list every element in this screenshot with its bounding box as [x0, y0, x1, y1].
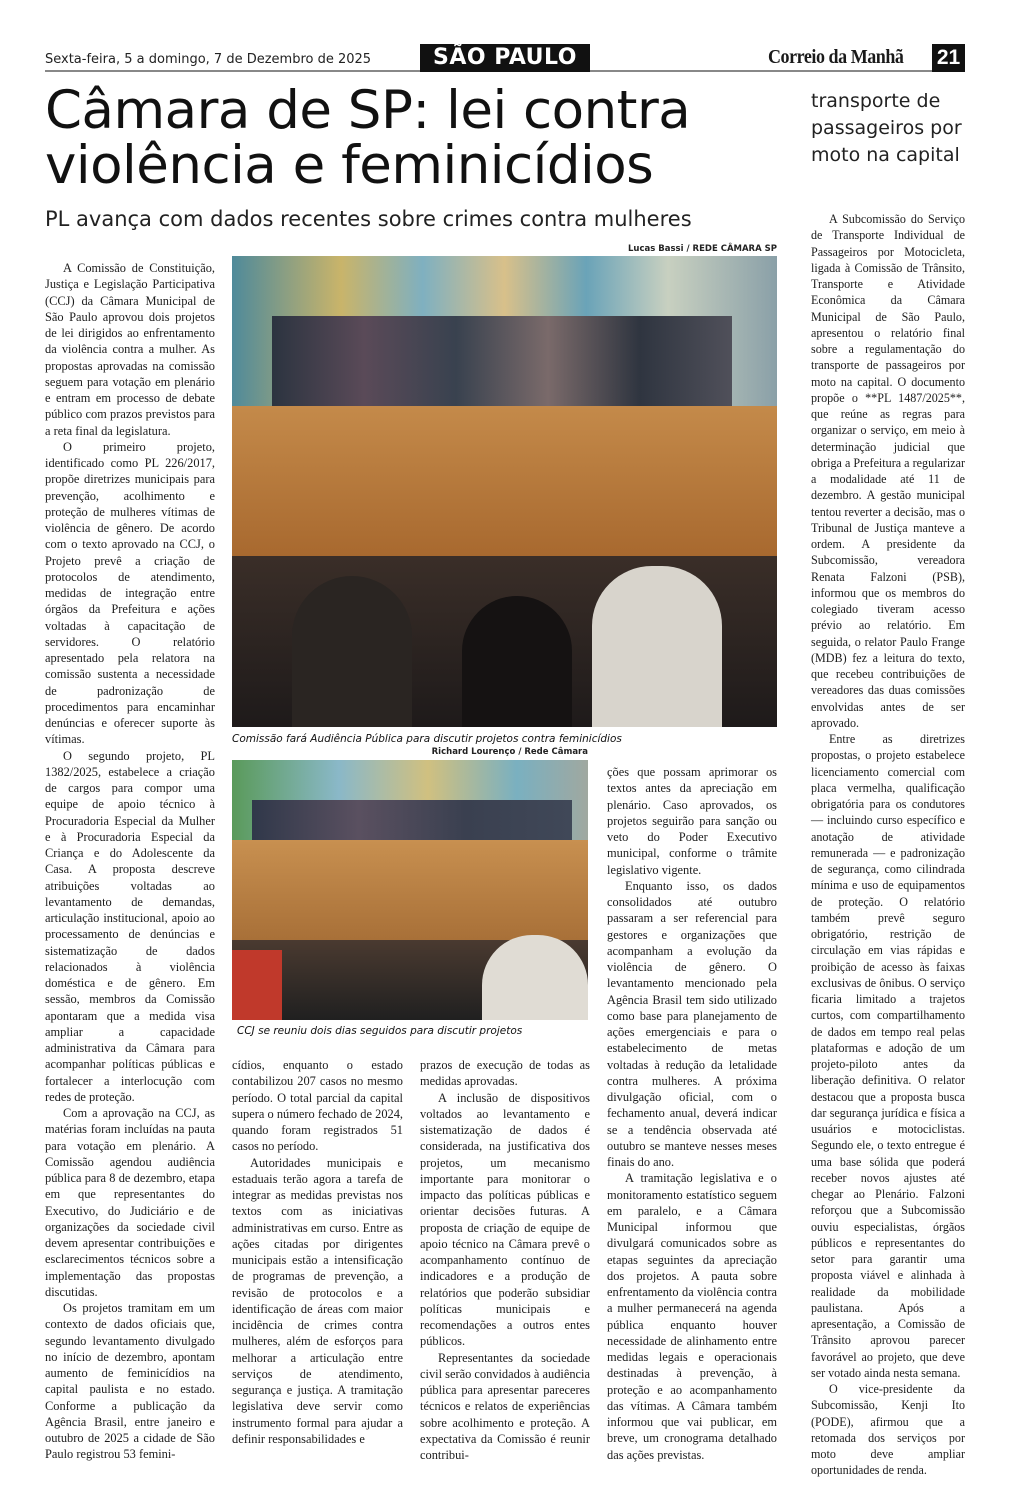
photo-credit: Richard Lourenço / Rede Câmara [431, 747, 588, 757]
paragraph: A Comissão de Constituição, Justiça e Legislação Participativa (CCJ) da Câmara Municipal de São Paulo aprovou dois projetos de lei dirigidos ao enfrentamento da violência contra a mulher. As propostas aprovadas na comissão seguem para votação em plenário e entram em processo de debate público com prazos previstos para a reta final da legislatura. [45, 261, 215, 438]
article-column-4 [607, 764, 777, 1462]
issue-date: Sexta-feira, 5 a domingo, 7 de Dezembro de 2025 [45, 52, 372, 67]
paragraph: cídios, enquanto o estado contabilizou 207 casos no mesmo período. O total parcial da capital supera o número fechado de 2024, quando foram registrados 51 casos no período. [232, 1058, 403, 1154]
paragraph: Com a aprovação na CCJ, as matérias foram incluídas na pauta para votação em plenário. A Comissão agendou audiência pública para 8 de dezembro, etapa em que representantes do Executivo, do Judiciário e de organizações da sociedade civil devem apresentar contribuições e esclarecimentos técnicos sobre a implementação das propostas discutidas. [45, 1106, 215, 1299]
committee-session-photo [232, 256, 777, 727]
sidebar-headline: transporte de passageiros por moto na capital [811, 90, 962, 166]
paragraph: O segundo projeto, PL 1382/2025, estabelece a criação de cargos para compor uma equipe de apoio técnico à Procuradoria Especial da Mulher e à Procuradoria Especial da Criança e do Adolescente da Casa. A proposta descreve atribuições voltadas ao levantamento de demandas, articulação institucional, apoio ao processamento de denúncias e sistematização de dados relacionados à violência doméstica e de gênero. Em sessão, membros da Comissão apontaram que a medida visa ampliar a capacidade administrativa da Câmara para acompanhar políticas públicas e fortalecer a interlocução com redes de proteção. [45, 748, 215, 1104]
newspaper-logo: Correio da Manhã [768, 46, 904, 68]
paragraph: A Subcomissão do Serviço de Transporte Individual de Passageiros por Motocicleta, ligada à Comissão de Trânsito, Transporte e Atividade Econômica da Câmara Municipal de São Paulo, apresentou o relatório final sobre a regulamentação do transporte de passageiros por moto na capital. O documento propõe o **PL 1487/2025**, que reúne as regras para organizar o serviço, em meio à determinação judicial que obriga a Prefeitura a regularizar a modalidade até 11 de dezembro. A gestão municipal tentou reverter a decisão, mas o Tribunal de Justiça manteve a ordem. A presidente da Subcomissão, vereadora Renata Falzoni (PSB), informou que os membros do colegiado tiveram acesso prévio ao relatório. Em seguida, o relator Paulo Frange (MDB) fez a leitura do texto, que recebeu contribuições de vereadores das duas comissões envolvidas antes de ser aprovado. [811, 212, 965, 730]
section-label: SÃO PAULO [420, 44, 590, 72]
paragraph: Autoridades municipais e estaduais terão agora a tarefa de integrar as medidas previstas nos textos com as iniciativas administrativas em curso. Entre as ações citadas por dirigentes municipais estão a intensificação de programas de prevenção, a revisão de protocolos e a identificação de áreas com maior incidência de crimes contra mulheres, além de esforços para melhorar a articulação entre serviços de atendimento, segurança e justiça. A tramitação legislativa deve servir como instrumento formal para ajudar a definir responsabilidades e [232, 1155, 403, 1446]
photo-caption: Comissão fará Audiência Pública para discutir projetos contra feminicídios [232, 733, 622, 745]
paragraph: Entre as diretrizes propostas, o projeto estabelece licenciamento comercial com placa vermelha, qualificação obrigatória para os condutores — incluindo curso específico e anotação de atividade remunerada — e padronização de segurança, como cilindrada mínima e uso de equipamentos de proteção. O relatório também prevê seguro obrigatório, restrição de circulação em vias rápidas e proibição de acesso às faixas exclusivas de ônibus. O serviço ficaria limitado a trajetos curtos, com compartilhamento de dados em tempo real pelas plataformas e adoção de um projeto-piloto antes da liberação definitiva. O relator destacou que a proposta busca dar segurança jurídica e física a usuários e motociclistas. Segundo ele, o texto entregue é uma base sólida que poderá receber novos ajustes até chegar ao Plenário. Falzoni reforçou que a Subcomissão ouviu especialistas, órgãos públicos e representantes do setor para garantir uma proposta viável e alinhada à realidade da mobilidade paulistana. Após a apresentação, a Comissão de Trânsito aprovou parecer favorável ao projeto, que deve ser votado ainda nesta semana. [811, 732, 965, 1380]
article-column-1 [45, 260, 215, 1462]
sidebar-column [811, 211, 965, 1478]
article-column-2 [232, 1057, 403, 1450]
paragraph: Enquanto isso, os dados consolidados até outubro passaram a ser referencial para gestores e organizações que acompanham a evolução da violência de gênero. O levantamento mencionado pela Agência Brasil tem sido utilizado como base para planejamento de ações emergenciais e para o estabelecimento de metas voltadas à redução da letalidade contra mulheres. A próxima divulgação oficial, com o fechamento anual, deverá indicar se a tendência observada até outubro se manteve nesses meses finais do ano. [607, 878, 777, 1169]
paragraph: O vice-presidente da Subcomissão, Kenji Ito (PODE), afirmou que a retomada dos serviços por moto deve ampliar oportunidades de renda. [811, 1382, 965, 1478]
article-headline: Câmara de SP: lei contra violência e feminicídios [45, 80, 691, 196]
article-subtitle: PL avança com dados recentes sobre crimes contra mulheres [45, 207, 692, 231]
paragraph: Os projetos tramitam em um contexto de dados oficiais que, segundo levantamento divulgado no início de dezembro, apontam aumento de feminicídios na capital paulista e no estado. Conforme a publicação da Agência Brasil, entre janeiro e outubro de 2025 a cidade de São Paulo registrou 53 femini- [45, 1301, 215, 1462]
photo-credit: Lucas Bassi / REDE CÂMARA SP [628, 244, 777, 254]
paragraph: prazos de execução de todas as medidas aprovadas. [420, 1058, 590, 1089]
paragraph: ções que possam aprimorar os textos antes da apreciação em plenário. Caso aprovados, os projetos seguirão para sanção ou veto do Poder Executivo municipal, conforme o trâmite legislativo vigente. [607, 765, 777, 877]
paragraph: O primeiro projeto, identificado como PL 226/2017, propõe diretrizes municipais para prevenção, acolhimento e proteção de mulheres vítimas de violência de gênero. De acordo com o texto aprovado na CCJ, o Projeto prevê a criação de protocolos de atendimento, medidas de integração entre órgãos da Prefeitura e ações voltadas à capacitação de servidores. O relatório apresentado pela relatora na comissão sustenta a necessidade de padronização de procedimentos para encaminhar denúncias e oferecer suporte às vítimas. [45, 439, 215, 747]
article-column-3 [420, 1057, 590, 1462]
photo-caption: CCJ se reuniu dois dias seguidos para discutir projetos [237, 1025, 523, 1037]
page-number: 21 [932, 44, 965, 72]
ccj-meeting-photo [232, 760, 588, 1020]
paragraph: A inclusão de dispositivos voltados ao levantamento e sistematização de dados é considerada, na justificativa dos projetos, um mecanismo importante para monitorar o impacto das políticas públicas e orientar decisões futuras. A proposta de criação de equipe de apoio técnico na Câmara prevê o acompanhamento contínuo de indicadores e a produção de relatórios que poderão subsidiar políticas municipais e recomendações a outros entes públicos. [420, 1090, 590, 1349]
paragraph: A tramitação legislativa e o monitoramento estatístico seguem em paralelo, e a Câmara Municipal informou que divulgará comunicados sobre as etapas seguintes da apreciação dos projetos. A pauta sobre enfrentamento da violência contra a mulher permanecerá na agenda pública enquanto houver necessidade de alinhamento entre medidas legais e operacionais destinadas à prevenção, à proteção e ao acompanhamento das vítimas. A Câmara também informou que vai publicar, em breve, um cronograma detalhado das ações previstas. [607, 1171, 777, 1462]
paragraph: Representantes da sociedade civil serão convidados à audiência pública para apresentar pareceres técnicos e relatos de experiências sobre acolhimento e proteção. A expectativa da Comissão é reunir contribui- [420, 1350, 590, 1462]
